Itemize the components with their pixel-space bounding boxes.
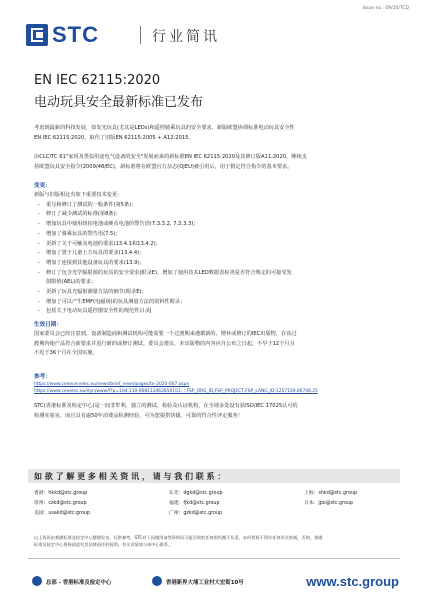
- disclaimer: [34, 534, 400, 548]
- contact-jp[interactable]: 日本：jpo@stc.group: [304, 500, 353, 506]
- contact-empty: [304, 509, 404, 519]
- stc-line2: 检测实验室，而且具有逾50年消费品检测经验，可为您提供快捷、可靠的符合性评定服务！: [34, 412, 243, 419]
- effective-line2: 渡期内使产品符合新要求并进行新的或修订测试。委员会建议，本出版物的内容应自公布之日起，不早于12个月且: [34, 340, 295, 347]
- footer-headquarters: 总部 - 香港标准及检定中心: [46, 580, 112, 586]
- list-item-continued: 射限值(AEL)的要求；: [46, 279, 97, 286]
- intro-p2-line1: 由CLC/TC 61"家用及类似用途电气设备的安全"发展而来的新标准EN IEC 62115:2020及其修订版A11:2020，继续支: [34, 154, 307, 160]
- stc-line1: STC(香港标准及检定中心)是一间非牟利、独立的测试、检验及认证机构，在全球多处设有获ISO/IEC 17025认可的: [34, 403, 298, 409]
- effective-line3: 不迟于36个月在全国实施。: [34, 350, 98, 356]
- intro-paragraph-2: [34, 153, 399, 172]
- list-item: - 增加了连接到其他设备玩具的要求(13.9)；: [34, 259, 404, 269]
- list-item: - 增加玩具中使用纽扣电池或硬币电池的警告语(7.3.3.2, 7.3.3.3)；: [34, 220, 404, 230]
- contact-dg[interactable]: 东莞：dgkd@stc.group: [169, 491, 223, 496]
- list-item: - 修订了减少测试的标准(第8条)；: [34, 210, 404, 220]
- header-divider: [140, 26, 141, 44]
- disclaimer-line2: 标准及检定中心将保留追究其法律责任的权利，有关详情请与本中心联系。: [34, 542, 173, 547]
- list-item: - 更新了关于可触及电池的要求(13.4.1和13.4.2)；: [34, 240, 404, 250]
- intro-p1-line1: 考虑到最新的科技发展，如发光玩具(尤其是LEDs)和遥控骑乘玩具的安全要求，新版欧盟协调标准电动玩具安全性: [34, 125, 295, 131]
- intro-p2-line2: 持欧盟玩具安全指令(2009/48/EC)，新标准将在欧盟官方杂志(OJEU)被引用后，用于假定符合指令的基本要求。: [34, 163, 293, 170]
- contact-sh[interactable]: 上海：shkd@stc.group: [304, 491, 358, 496]
- contact-row: [34, 499, 406, 509]
- list-item: - 增加了骑乘玩具的警告语(7.5)；: [34, 230, 404, 240]
- effective-line1: 国家委员会已经注意到，设备制造商和测试机构可能需要一个过渡期来遵循新的、增补或修订的IEC出版物，在该过: [34, 331, 297, 337]
- location-pin-icon: [152, 576, 162, 586]
- footer-address: 香港新界大埔工业村大宏街10号: [166, 580, 244, 586]
- effective-date-heading: 生效日期：: [34, 322, 62, 328]
- stc-logo: [26, 22, 99, 48]
- contact-fj[interactable]: 福建：fjkd@stc.group: [169, 500, 220, 506]
- article-title: 电动玩具安全最新标准已发布: [34, 95, 204, 110]
- changes-list: [34, 191, 404, 317]
- list-item: - 重写和修订了测试的一般条件(第5条)；: [34, 201, 404, 211]
- contact-grid: [34, 489, 406, 518]
- list-item: - 修订了包含光学辐射源的玩具的安全要求(附录E)，增加了使用技术LED数据表检查是否符合规定的可接受发: [34, 269, 404, 279]
- list-item: - 增加了置于儿童上方玩具的要求(13.4.4)；: [34, 249, 404, 259]
- headquarters-icon: [32, 576, 42, 586]
- intro-p1-line2: EN IEC 62115:2020，取代了旧版EN 62115:2005 + A12:2015。: [34, 134, 194, 141]
- effective-date-paragraph: [34, 330, 399, 359]
- contact-us[interactable]: 美国：usakd@stc.group: [34, 510, 90, 516]
- contact-cz[interactable]: 常州：czkd@stc.group: [34, 500, 87, 506]
- list-item: - 增加了可以产生EMF(电磁场)的玩具测量方法的资料性附录；: [34, 298, 404, 308]
- logo-icon: [26, 24, 48, 46]
- list-item: - 更新了玩具光辐射测量方法的细节(附录E)；: [34, 288, 404, 298]
- contact-title: 如 欲 了 解 更 多 相 关 资 讯 ， 请 与 我 们 联 系 ：: [34, 472, 226, 481]
- references-heading: 参考：: [34, 374, 51, 380]
- contact-gz[interactable]: 广州：gzkd@stc.group: [169, 510, 223, 516]
- changes-lead: 新版与旧版相比有如下重要技术变更：: [34, 192, 123, 198]
- intro-paragraph-1: [34, 124, 399, 143]
- issue-number: Issue no.: 09/20/TCD: [362, 6, 409, 11]
- reference-link-1[interactable]: https://www.cenecenelec.eu/news/brief_news/pages/tn-2020-007.aspx: [34, 382, 190, 387]
- footer-divider: [28, 558, 400, 559]
- footer-website-link[interactable]: www.stc.group: [306, 574, 399, 589]
- contact-row: [34, 509, 406, 519]
- reference-link-2[interactable]: https://www.cenelec.eu/dyn/www/f?p=104:110:668113462850101::::FSP_ORG_ID,FSP_PROJECT,FSP_LANG_ID:1257159,66748,25: [34, 389, 318, 394]
- section-title: 行业简讯: [152, 29, 220, 45]
- logo-text: STC: [52, 22, 99, 47]
- contact-hk[interactable]: 香港：hkkd@stc.group: [34, 491, 88, 496]
- disclaimer-line1: 以上资讯由香港标准及检定中心整理发布，仅供参考。STC对于因使用该等资料而可能引致的任何损失概不负责，未经授权不得作任何形式转载，否则，香港: [34, 535, 323, 540]
- changes-heading: 变更：: [34, 183, 51, 189]
- stc-about-paragraph: [34, 402, 399, 421]
- article-title-standard: EN IEC 62115:2020: [34, 73, 161, 88]
- list-item: - 包括关于电动玩具遥控器安全性的规范性目录J: [34, 307, 404, 317]
- contact-row: [34, 489, 406, 499]
